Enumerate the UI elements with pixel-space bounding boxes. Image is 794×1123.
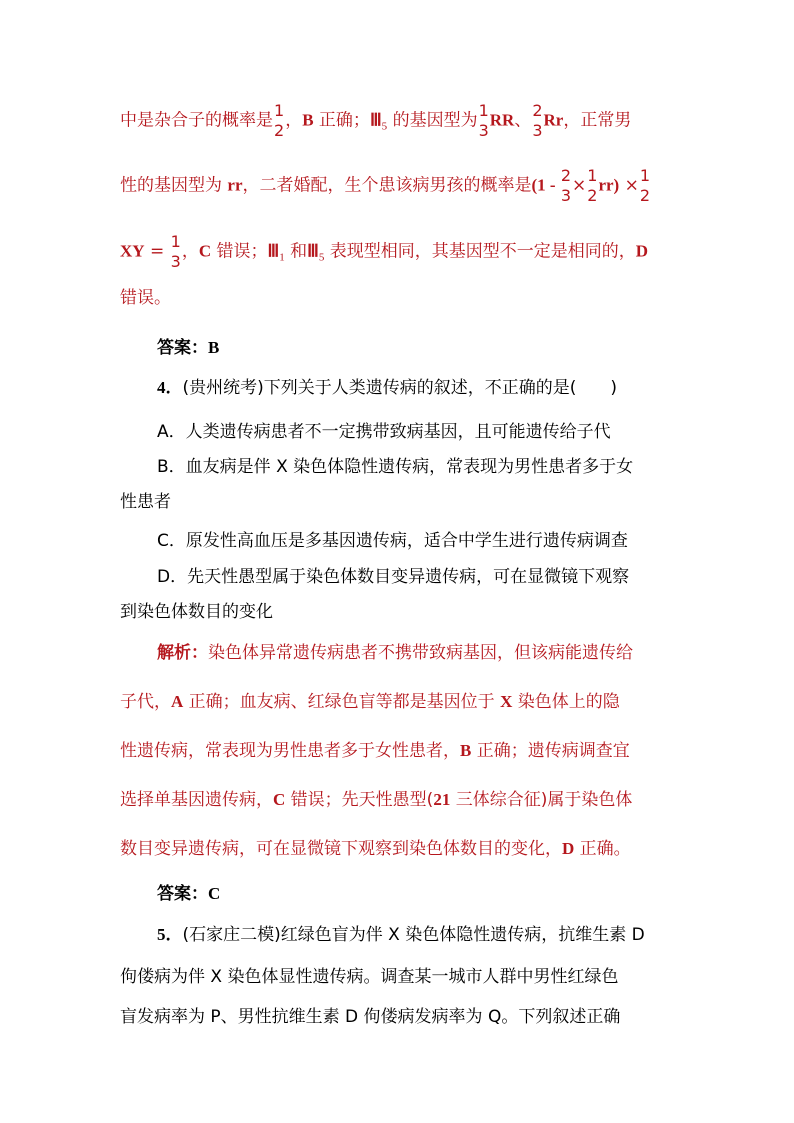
question-5-stem: 5．(石家庄二模)红绿色盲为伴 X 染色体隐性遗传病，抗维生素 D: [157, 925, 645, 945]
option-a: A．人类遗传病患者不一定携带致病基因，且可能遗传给子代: [157, 422, 611, 442]
question-source: (贵州统考): [182, 378, 264, 398]
answer-value: C: [208, 884, 221, 903]
option-b: B．血友病是伴 X 染色体隐性遗传病，常表现为男性患者多于女: [157, 457, 634, 477]
solution-text: 中是杂合子的概率是: [120, 110, 273, 131]
solution-line-2: 性的基因型为 rr，二者婚配，生个患该病男孩的概率是(1 - 2 3 × 1 2 rr) × 1 2: [120, 166, 651, 205]
solution-line-1: 中是杂合子的概率是 1 2 ，B 正确；$Ⅲ_5$ 的基因型为 1 3 RR、 2 3 Rr，正常男: [120, 101, 632, 140]
genotype: rr: [227, 175, 243, 195]
genotype: XY: [120, 241, 145, 261]
question-number: 4．: [157, 378, 183, 397]
analysis-line-4: 选择单基因遗传病，C 错误；先天性愚型(21 三体综合征)属于染色体: [120, 790, 633, 810]
option-letter: B: [302, 110, 314, 130]
fraction: 1 2: [274, 101, 285, 140]
fraction: 1 2: [587, 166, 598, 205]
question-stem: 下列关于人类遗传病的叙述，不正确的是( ): [263, 378, 618, 398]
fraction: 1 2: [639, 166, 651, 205]
option-letter: B: [460, 741, 472, 760]
question-source: (石家庄二模): [182, 925, 281, 945]
question-number: 5．: [157, 925, 183, 944]
genotype: RR: [489, 110, 515, 130]
option-letter: C: [198, 241, 212, 261]
option-letter: D: [635, 241, 649, 261]
analysis-line-5: 数目变异遗传病，可在显微镜下观察到染色体数目的变化，D 正确。: [120, 839, 631, 859]
answer-label: 答案：: [157, 884, 208, 904]
option-c: C．原发性高血压是多基因遗传病，适合中学生进行遗传病调查: [157, 531, 628, 551]
fraction: 2 3: [532, 101, 543, 140]
option-b-cont: 性患者: [120, 492, 171, 512]
fraction: 1 3: [478, 101, 489, 140]
option-d-cont: 到染色体数目的变化: [120, 602, 273, 622]
solution-line-4: 错误。: [120, 288, 171, 308]
option-d: D．先天性愚型属于染色体数目变异遗传病，可在显微镜下观察: [157, 567, 630, 587]
option-letter: D: [562, 839, 575, 858]
option-letter: A: [171, 692, 184, 711]
question-5-line-3: 盲发病率为 P、男性抗维生素 D 佝偻病发病率为 Q。下列叙述正确: [120, 1007, 621, 1027]
analysis-line-2: 子代，A 正确；血友病、红绿色盲等都是基因位于 X 染色体上的隐: [120, 692, 620, 712]
question-5-line-2: 佝偻病为伴 X 染色体显性遗传病。调查某一城市人群中男性红绿色: [120, 967, 619, 987]
option-letter: C: [273, 790, 286, 809]
answer-line: [157, 337, 219, 359]
fraction: 1 3: [170, 232, 181, 271]
analysis-line-3: 性遗传病，常表现为男性患者多于女性患者，B 正确；遗传病调查宜: [120, 741, 630, 761]
answer-label: 答案：: [157, 338, 208, 358]
genotype: Rr: [543, 110, 564, 130]
analysis-label: 解析：: [157, 643, 208, 663]
pedigree-label: Ⅲ: [267, 241, 280, 261]
answer-value: B: [208, 338, 220, 357]
answer-line: [157, 883, 220, 905]
fraction: 2 3: [560, 166, 572, 205]
pedigree-label: Ⅲ: [369, 110, 382, 130]
solution-line-3: XY = 1 3 ，C 错误；$Ⅲ_1$ 和$Ⅲ_5$ 表现型相同，其基因型不一定是相同的，D: [120, 232, 649, 271]
pedigree-label: Ⅲ: [307, 241, 319, 261]
analysis-line-1: 解析：染色体异常遗传病患者不携带致病基因，但该病能遗传给: [157, 643, 633, 663]
question-4-stem: [157, 377, 617, 399]
